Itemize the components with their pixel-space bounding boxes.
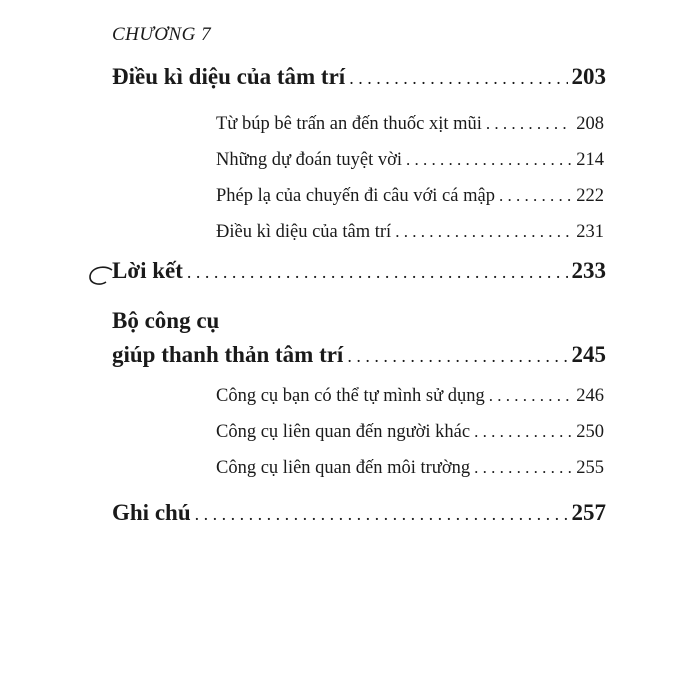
chapter-label: CHƯƠNG 7 <box>112 24 212 45</box>
toc-subentry <box>216 186 604 207</box>
dot-leader <box>489 386 573 406</box>
toc-entry-page: 203 <box>571 64 606 89</box>
dot-leader <box>474 422 572 442</box>
toc-subentry-page: 208 <box>576 114 604 134</box>
toc-subentry <box>216 222 604 243</box>
toc-subentry-title: Công cụ liên quan đến môi trường <box>216 458 471 478</box>
toc-subentry <box>216 114 604 135</box>
toc-subentry-title: Những dự đoán tuyệt vời <box>216 150 403 170</box>
toc-subentry-page: 222 <box>576 186 604 206</box>
toc-entry-title: giúp thanh thản tâm trí <box>112 342 344 367</box>
toc-entry-page: 233 <box>571 258 606 283</box>
toc-entry-page: 257 <box>571 500 606 525</box>
toc-subentry-title: Công cụ bạn có thể tự mình sử dụng <box>216 386 485 406</box>
toc-subentry-title: Điều kì diệu của tâm trí <box>216 222 392 242</box>
dot-leader <box>195 504 568 525</box>
dot-leader <box>187 262 568 283</box>
toc-subentry <box>216 458 604 479</box>
toc-subentry-page: 231 <box>576 222 604 242</box>
toc-subentry-page: 246 <box>576 386 604 406</box>
toc-subentry-title: Phép lạ của chuyến đi câu với cá mập <box>216 186 495 206</box>
toc-entry <box>112 342 606 368</box>
dot-leader <box>499 186 572 206</box>
toc-entry-title: Ghi chú <box>112 500 191 525</box>
toc-entry <box>112 500 606 526</box>
dot-leader <box>347 346 567 367</box>
dot-leader <box>349 68 567 89</box>
toc-subentry-page: 250 <box>576 422 604 442</box>
toc-subentry-page: 255 <box>576 458 604 478</box>
toc-entry <box>112 258 606 284</box>
toc-entry-title-line1: Bộ công cụ <box>112 308 220 333</box>
toc-entry-page: 245 <box>571 342 606 367</box>
dot-leader <box>406 150 572 170</box>
toc-subentry-title: Từ búp bê trấn an đến thuốc xịt mũi <box>216 114 482 134</box>
dot-leader <box>474 458 572 478</box>
toc-entry <box>112 64 606 90</box>
toc-subentry <box>216 422 604 443</box>
toc-subentry <box>216 386 604 407</box>
dot-leader <box>395 222 572 242</box>
toc-subentry <box>216 150 604 171</box>
toc-entry-title: Điều kì diệu của tâm trí <box>112 64 346 89</box>
dot-leader <box>486 114 572 134</box>
toc-subentry-title: Công cụ liên quan đến người khác <box>216 422 471 442</box>
toc-subentry-page: 214 <box>576 150 604 170</box>
toc-entry-title: Lời kết <box>112 258 183 283</box>
